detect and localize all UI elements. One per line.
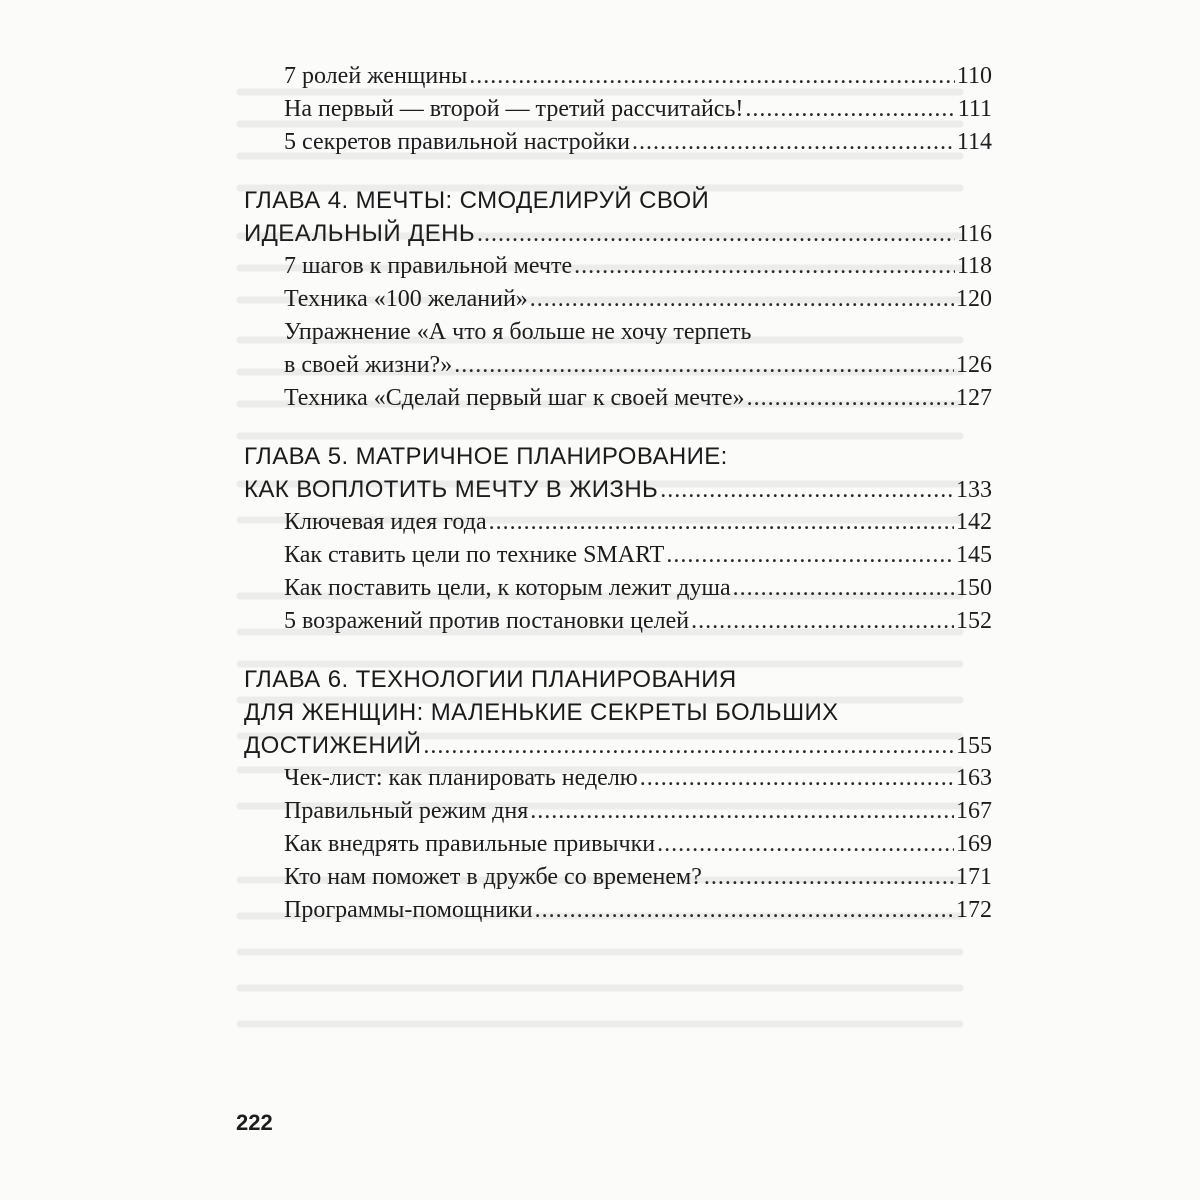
toc-entry-title: 5 секретов правильной настройки bbox=[284, 129, 630, 155]
toc-entry-page: 127 bbox=[956, 385, 992, 411]
dot-leader bbox=[535, 894, 954, 927]
toc-entry[interactable] bbox=[244, 605, 992, 638]
toc-entry-title: Программы-помощники bbox=[284, 897, 533, 923]
toc-entry[interactable] bbox=[244, 828, 992, 861]
chapter-6-title-line-2[interactable]: ДЛЯ ЖЕНЩИН: МАЛЕНЬКИЕ СЕКРЕТЫ БОЛЬШИХ bbox=[244, 699, 839, 726]
toc-entry-title: 5 возражений против постановки целей bbox=[284, 608, 690, 634]
toc-entry-title: Кто нам поможет в дружбе со временем? bbox=[284, 864, 702, 890]
dot-leader bbox=[632, 126, 955, 159]
chapter-6-title-line-1[interactable]: ГЛАВА 6. ТЕХНОЛОГИИ ПЛАНИРОВАНИЯ bbox=[244, 666, 737, 693]
dot-leader bbox=[423, 730, 954, 763]
toc-entry-page: 111 bbox=[957, 96, 992, 122]
toc-entry-page: 126 bbox=[956, 352, 992, 378]
toc-entry[interactable] bbox=[244, 126, 992, 159]
dot-leader bbox=[660, 474, 954, 507]
chapter-6-entry[interactable] bbox=[244, 729, 992, 762]
toc-entry[interactable] bbox=[244, 283, 992, 316]
toc-entry-title: Ключевая идея года bbox=[284, 509, 487, 535]
toc-entry-page: 118 bbox=[956, 253, 992, 279]
toc-entry-page: 169 bbox=[956, 831, 992, 857]
toc-entry-page: 163 bbox=[956, 765, 992, 791]
toc-entry[interactable] bbox=[244, 894, 992, 927]
toc-entry-page: 133 bbox=[956, 477, 992, 503]
dot-leader bbox=[747, 382, 954, 415]
dot-leader bbox=[691, 605, 954, 638]
toc-entry[interactable] bbox=[244, 349, 992, 382]
toc-entry-title: 7 шагов к правильной мечте bbox=[284, 253, 573, 279]
toc-entry-page: 116 bbox=[956, 221, 992, 247]
dot-leader bbox=[469, 60, 955, 93]
dot-leader bbox=[745, 93, 955, 126]
toc-entry-page: 155 bbox=[956, 733, 992, 759]
page-number: 222 bbox=[236, 1110, 273, 1135]
toc-entry[interactable] bbox=[244, 60, 992, 93]
toc-entry[interactable] bbox=[244, 382, 992, 415]
dot-leader bbox=[574, 250, 955, 283]
toc-entry-title: Правильный режим дня bbox=[284, 798, 529, 824]
toc-entry-page: 114 bbox=[956, 129, 992, 155]
toc-entry-page: 145 bbox=[956, 542, 992, 568]
toc-entry-title: Как внедрять правильные привычки bbox=[284, 831, 656, 857]
toc-entry-page: 142 bbox=[956, 509, 992, 535]
dot-leader bbox=[489, 506, 954, 539]
dot-leader bbox=[477, 218, 955, 251]
chapter-4-entry[interactable] bbox=[244, 217, 992, 250]
toc-entry-title: На первый — второй — третий рассчитайсь! bbox=[284, 96, 744, 122]
dot-leader bbox=[666, 539, 954, 572]
chapter-5-title-line-2: КАК ВОПЛОТИТЬ МЕЧТУ В ЖИЗНЬ bbox=[244, 476, 659, 503]
dot-leader bbox=[454, 349, 954, 382]
toc-entry[interactable] bbox=[244, 861, 992, 894]
toc-entry[interactable] bbox=[244, 572, 992, 605]
dot-leader bbox=[530, 283, 954, 316]
toc-entry-title: Техника «Сделай первый шаг к своей мечте» bbox=[284, 385, 745, 411]
dot-leader bbox=[657, 828, 954, 861]
toc-entry-page: 120 bbox=[956, 286, 992, 312]
chapter-5-entry[interactable] bbox=[244, 473, 992, 506]
toc-entry-page: 167 bbox=[956, 798, 992, 824]
toc-entry-page: 110 bbox=[956, 63, 992, 89]
toc-entry[interactable] bbox=[244, 762, 992, 795]
toc-entry-title: Как поставить цели, к которым лежит душа bbox=[284, 575, 731, 601]
toc-entry[interactable] bbox=[244, 93, 992, 126]
chapter-4-title-line-1[interactable]: ГЛАВА 4. МЕЧТЫ: СМОДЕЛИРУЙ СВОЙ bbox=[244, 187, 710, 214]
chapter-4-title-line-2: ИДЕАЛЬНЫЙ ДЕНЬ bbox=[244, 220, 475, 247]
toc-entry[interactable] bbox=[244, 795, 992, 828]
toc-entry[interactable] bbox=[244, 506, 992, 539]
toc-entry-page: 152 bbox=[956, 608, 992, 634]
table-of-contents bbox=[244, 60, 992, 927]
toc-entry-title: 7 ролей женщины bbox=[284, 63, 468, 89]
toc-entry-title-continued: в своей жизни?» bbox=[284, 352, 453, 378]
dot-leader bbox=[704, 861, 954, 894]
toc-entry-title-first-line[interactable] bbox=[244, 316, 992, 349]
toc-entry[interactable] bbox=[244, 250, 992, 283]
dot-leader bbox=[733, 572, 954, 605]
toc-entry-page: 171 bbox=[956, 864, 992, 890]
toc-entry[interactable] bbox=[244, 539, 992, 572]
toc-entry-title: Техника «100 желаний» bbox=[284, 286, 528, 312]
toc-entry-title: Как ставить цели по технике SMART bbox=[284, 542, 665, 568]
chapter-6-title-line-3: ДОСТИЖЕНИЙ bbox=[244, 732, 422, 759]
dot-leader bbox=[530, 795, 954, 828]
toc-entry-page: 150 bbox=[956, 575, 992, 601]
toc-entry-title: Чек-лист: как планировать неделю bbox=[284, 765, 638, 791]
toc-entry-page: 172 bbox=[956, 897, 992, 923]
toc-entry-title: Упражнение «А что я больше не хочу терпеть bbox=[284, 319, 752, 345]
chapter-5-title-line-1[interactable]: ГЛАВА 5. МАТРИЧНОЕ ПЛАНИРОВАНИЕ: bbox=[244, 443, 728, 470]
dot-leader bbox=[640, 762, 954, 795]
